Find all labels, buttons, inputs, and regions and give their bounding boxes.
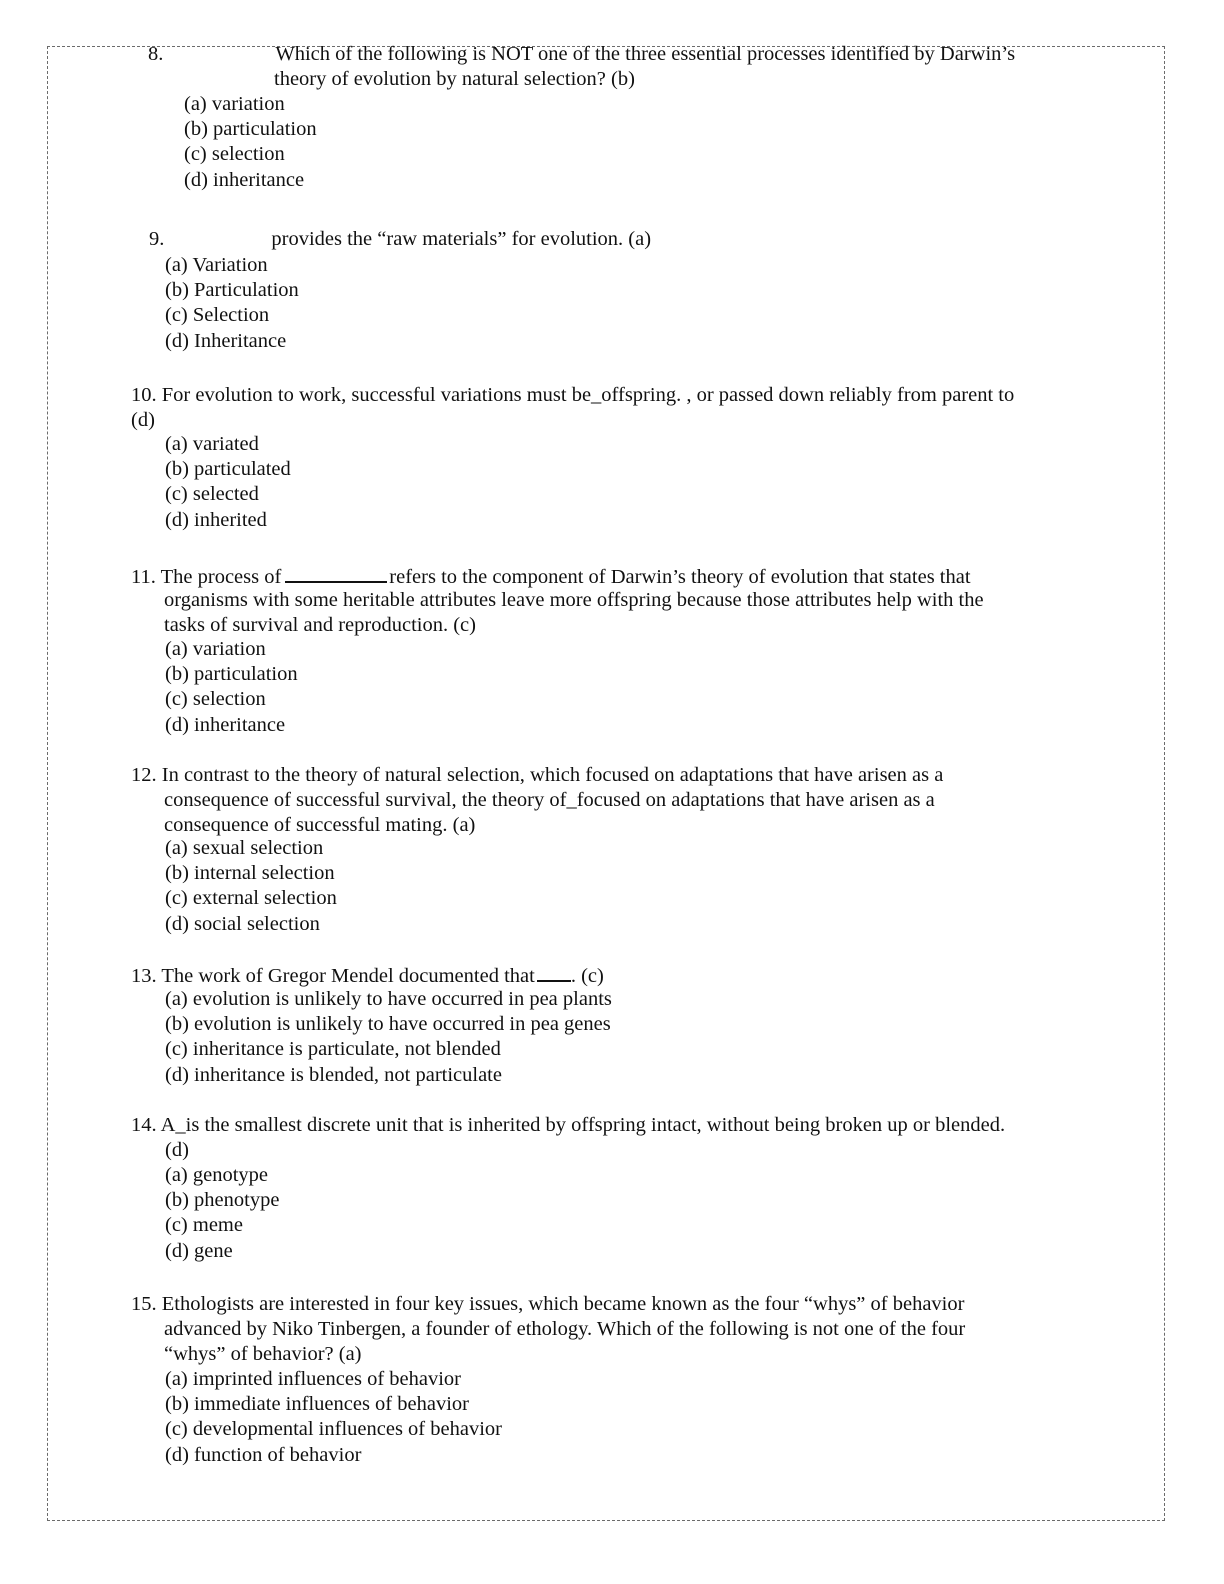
question-text: theory of evolution by natural selection? (b) [274,68,635,90]
option-b[interactable]: (b) particulation [165,663,298,686]
options-14 [165,1163,279,1264]
option-b[interactable]: (b) Particulation [165,279,299,302]
options-12 [165,836,337,937]
option-a[interactable]: (a) variated [165,433,259,455]
question-text: 13. The work of Gregor Mendel documented that [131,965,535,987]
question-8 [148,42,1015,67]
option-c[interactable]: (c) selected [165,483,259,506]
option-a[interactable]: (a) Variation [165,254,268,276]
question-text: 12. In contrast to the theory of natural selection, which focused on adaptations that have arisen as a [131,764,944,786]
options-11 [165,637,298,738]
question-13 [131,962,604,989]
options-8 [184,92,317,193]
option-b[interactable]: (b) evolution is unlikely to have occurred in pea genes [165,1013,611,1036]
option-c[interactable]: (c) external selection [165,887,337,910]
option-d[interactable]: (d) inheritance [165,713,286,736]
option-d[interactable]: (d) inherited [165,508,267,531]
question-number: 8. [148,43,164,65]
question-text: “whys” of behavior? (a) [164,1343,362,1365]
option-b[interactable]: (b) particulated [165,458,291,481]
question-15 [131,1292,964,1317]
options-13 [165,987,612,1088]
question-12-continued [164,788,935,838]
option-a[interactable]: (a) variation [184,93,285,115]
question-text: consequence of successful mating. (a) [164,814,476,836]
option-c[interactable]: (c) developmental influences of behavior [165,1418,502,1441]
options-10 [165,432,291,533]
answer-blank [537,962,571,982]
question-text: (d) [165,1139,189,1161]
question-text: 10. For evolution to work, successful variations must be_offspring. , or passed down reliably from parent to [131,384,1015,406]
question-text: consequence of successful survival, the theory of_focused on adaptations that have arisen as a [164,789,935,811]
question-text: refers to the component of Darwin’s theory of evolution that states that [389,566,971,588]
question-11-continued [164,588,984,638]
option-b[interactable]: (b) internal selection [165,862,335,885]
question-text: 14. A_is the smallest discrete unit that is inherited by offspring intact, without being broken up or blended. [131,1114,1006,1136]
option-d[interactable]: (d) Inheritance [165,329,287,352]
question-text: tasks of survival and reproduction. (c) [164,614,476,636]
option-c[interactable]: (c) meme [165,1214,243,1237]
options-9 [165,253,299,354]
question-12 [131,763,943,788]
option-d[interactable]: (d) gene [165,1239,233,1262]
option-c[interactable]: (c) selection [184,143,285,166]
question-text: advanced by Niko Tinbergen, a founder of ethology. Which of the following is not one of the four [164,1318,966,1340]
question-text: Which of the following is NOT one of the three essential processes identified by Darwin’s [275,43,1016,65]
option-b[interactable]: (b) particulation [184,118,317,141]
option-a[interactable]: (a) imprinted influences of behavior [165,1368,461,1390]
question-text: provides the “raw materials” for evolution. (a) [271,228,652,250]
question-8-line-2 [274,67,635,92]
answer-blank [285,563,387,583]
option-c[interactable]: (c) inheritance is particulate, not blended [165,1038,501,1061]
question-10 [131,383,1014,433]
option-a[interactable]: (a) evolution is unlikely to have occurred in pea plants [165,988,612,1010]
option-a[interactable]: (a) genotype [165,1164,269,1186]
question-15-continued [164,1317,965,1367]
question-number: 9. [149,228,165,250]
option-d[interactable]: (d) function of behavior [165,1443,362,1466]
option-a[interactable]: (a) sexual selection [165,837,324,859]
option-d[interactable]: (d) inheritance is blended, not particulate [165,1063,502,1086]
option-d[interactable]: (d) social selection [165,912,320,935]
question-9 [149,227,651,252]
question-text: 11. The process of [131,566,282,588]
question-text: 15. Ethologists are interested in four key issues, which became known as the four “whys” of behavior [131,1293,965,1315]
question-14 [131,1113,1005,1138]
question-text: (d) [131,409,155,431]
question-11 [131,563,971,590]
option-b[interactable]: (b) immediate influences of behavior [165,1393,469,1416]
option-c[interactable]: (c) Selection [165,304,270,327]
option-b[interactable]: (b) phenotype [165,1189,280,1212]
option-c[interactable]: (c) selection [165,688,266,711]
options-15 [165,1367,502,1468]
question-text: organisms with some heritable attributes leave more offspring because those attributes help with the [164,589,984,611]
option-a[interactable]: (a) variation [165,638,266,660]
question-text: . (c) [570,965,604,987]
option-d[interactable]: (d) inheritance [184,168,305,191]
question-14-continued [165,1138,189,1163]
